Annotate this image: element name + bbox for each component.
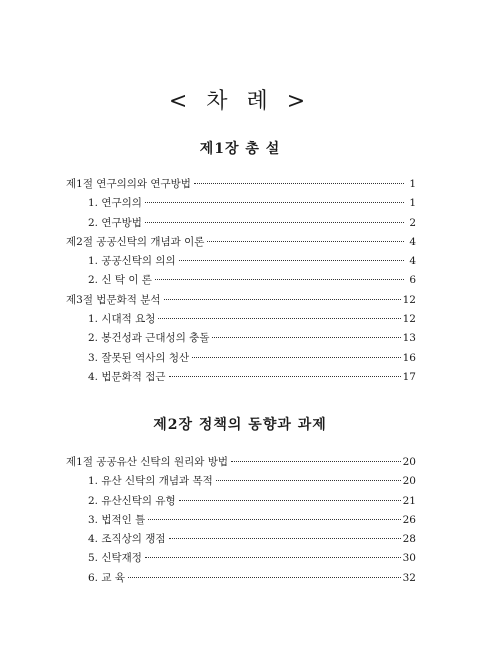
toc-entry[interactable] — [66, 493, 416, 512]
toc-entry[interactable] — [66, 330, 416, 349]
toc-entry-page: 16 — [402, 351, 416, 364]
toc-entry-label: 6. 교 육 — [88, 571, 125, 584]
toc-entry-label: 제2절 공공신탁의 개념과 이론 — [66, 235, 205, 248]
chapter-title: 제2장 정책의 동향과 과제 — [153, 417, 327, 433]
toc-entry-label: 2. 유산신탁의 유형 — [88, 494, 176, 507]
toc-entry[interactable] — [66, 473, 416, 492]
toc-entry-page: 13 — [402, 332, 416, 345]
toc-entry-label: 1. 유산 신탁의 개념과 목적 — [88, 475, 213, 488]
toc-entry-label: 2. 신 탁 이 론 — [88, 274, 152, 287]
dot-leader — [148, 519, 400, 520]
toc-entry-page: 32 — [402, 571, 416, 584]
toc-entry-label: 1. 공공신탁의 의의 — [88, 255, 176, 268]
dot-leader — [145, 222, 404, 223]
toc-entry-label: 3. 법적인 틀 — [88, 513, 146, 526]
toc-entry-label: 제3절 법문화적 분석 — [66, 293, 161, 306]
dot-leader — [145, 202, 404, 203]
dot-leader — [164, 299, 401, 300]
dot-leader — [169, 538, 401, 539]
toc-entry[interactable] — [66, 369, 416, 388]
chapter-2-toc-list — [66, 454, 416, 589]
toc-entry-label: 2. 봉건성과 근대성의 충돌 — [88, 332, 210, 345]
toc-entry-page: 30 — [402, 552, 416, 565]
toc-entry-label: 제1절 연구의의와 연구방법 — [66, 178, 191, 190]
toc-entry[interactable] — [66, 454, 416, 473]
toc-entry[interactable] — [66, 195, 416, 214]
toc-entry[interactable] — [66, 292, 416, 311]
toc-entry-label: 4. 조직상의 쟁점 — [88, 533, 166, 546]
dot-leader — [194, 183, 404, 184]
toc-entry[interactable] — [66, 531, 416, 550]
dot-leader — [128, 577, 401, 578]
toc-entry[interactable] — [66, 311, 416, 330]
toc-entry-page: 12 — [402, 293, 416, 306]
dot-leader — [155, 279, 404, 280]
toc-entry-page: 4 — [409, 235, 416, 248]
toc-entry[interactable] — [66, 550, 416, 569]
chapter-title: 제1장 총 설 — [199, 141, 281, 157]
toc-entry-page: 6 — [409, 274, 416, 287]
toc-entry-label: 제1절 공공유산 신탁의 원리와 방법 — [66, 456, 229, 468]
dot-leader — [169, 376, 401, 377]
dot-leader — [231, 461, 401, 462]
toc-entry-page: 20 — [402, 475, 416, 488]
dot-leader — [212, 337, 400, 338]
toc-entry-page: 12 — [402, 313, 416, 326]
dot-leader — [179, 260, 404, 261]
toc-entry-page: 4 — [409, 255, 416, 268]
toc-entry-page: 28 — [402, 533, 416, 546]
toc-entry-label: 1. 연구의의 — [88, 197, 142, 210]
toc-entry[interactable] — [66, 215, 416, 234]
toc-entry-page: 17 — [402, 370, 416, 383]
toc-entry[interactable] — [66, 253, 416, 272]
toc-entry-label: 4. 법문화적 접근 — [88, 370, 166, 383]
toc-entry-page: 20 — [402, 456, 416, 468]
chapter-1-toc-list — [66, 176, 416, 388]
toc-entry-page: 26 — [402, 513, 416, 526]
toc-entry-label: 5. 신탁재정 — [88, 552, 142, 565]
toc-entry-page: 1 — [409, 178, 416, 190]
dot-leader — [158, 318, 400, 319]
toc-entry[interactable] — [66, 272, 416, 291]
dot-leader — [207, 241, 404, 242]
toc-entry-label: 1. 시대적 요청 — [88, 313, 156, 326]
toc-entry[interactable] — [66, 512, 416, 531]
dot-leader — [179, 500, 401, 501]
dot-leader — [216, 480, 401, 481]
toc-title: < 차 례 > — [168, 89, 312, 114]
toc-entry-label: 2. 연구방법 — [88, 216, 142, 229]
toc-entry-label: 3. 잘못된 역사의 청산 — [88, 351, 190, 364]
dot-leader — [145, 557, 401, 558]
dot-leader — [192, 357, 400, 358]
toc-entry-page: 1 — [409, 197, 416, 210]
toc-entry[interactable] — [66, 570, 416, 589]
toc-entry-page: 2 — [409, 216, 416, 229]
toc-entry[interactable] — [66, 350, 416, 369]
toc-entry[interactable] — [66, 234, 416, 253]
toc-entry-page: 21 — [402, 494, 416, 507]
toc-entry[interactable] — [66, 176, 416, 195]
